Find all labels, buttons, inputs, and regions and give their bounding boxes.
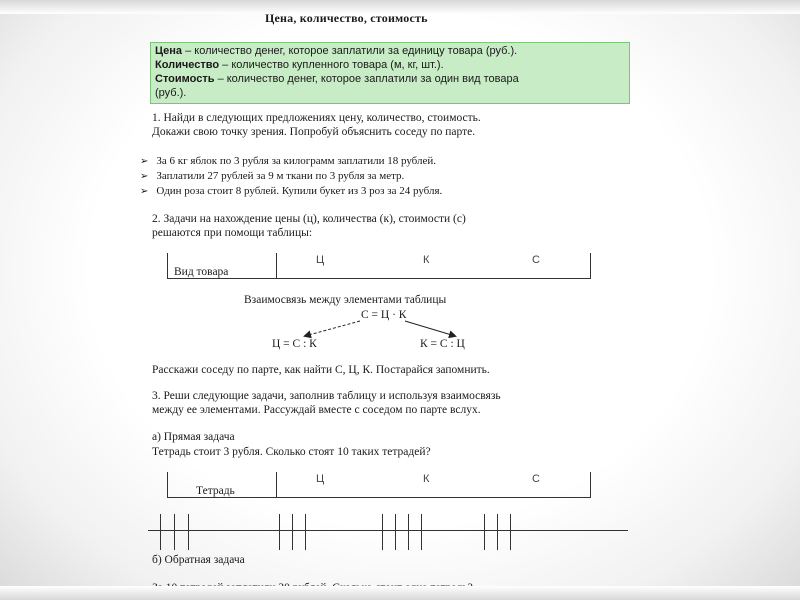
- table1-row-label: Вид товара: [174, 266, 229, 278]
- relation-formula: С = Ц · К: [361, 309, 407, 321]
- grid-v3: [188, 514, 189, 550]
- table2-col-s: С: [532, 473, 540, 485]
- grid-v9: [408, 514, 409, 550]
- table2-bottom-border: [167, 497, 591, 498]
- grid-v5: [292, 514, 293, 550]
- table1-right-border: [590, 253, 591, 278]
- slide-title: Цена, количество, стоимость: [265, 11, 428, 25]
- cost-definition: Стоимость – количество денег, которое заплатили за один вид товара: [155, 73, 519, 85]
- table1-col-c: Ц: [316, 254, 325, 266]
- grid-v8: [395, 514, 396, 550]
- grid-v13: [510, 514, 511, 550]
- task3-line1: 3. Реши следующие задачи, заполнив таблицу и используя взаимосвязь: [152, 390, 501, 402]
- table2-divider: [276, 472, 277, 497]
- task-a-text: Тетрадь стоит 3 рубля. Сколько стоят 10 таких тетрадей?: [152, 446, 431, 458]
- bottom-shade: [0, 586, 800, 600]
- grid-v7: [382, 514, 383, 550]
- table1-divider: [276, 253, 277, 278]
- relation-heading: Взаимосвязь между элементами таблицы: [244, 294, 447, 306]
- bullet-1: ➢ За 6 кг яблок по 3 рубля за килограмм заплатили 18 рублей.: [140, 155, 436, 167]
- task2-line1: 2. Задачи на нахождение цены (ц), количества (к), стоимости (с): [152, 213, 466, 225]
- bullet-3: ➢ Один роза стоит 8 рублей. Купили букет из 3 роз за 24 рубля.: [140, 185, 442, 197]
- task2-line2: решаются при помощи таблицы:: [152, 227, 313, 239]
- table2-right-border: [590, 472, 591, 497]
- table1-bottom-border: [167, 278, 591, 279]
- task1-line2: Докажи свою точку зрения. Попробуй объяснить соседу по парте.: [152, 126, 476, 138]
- table2-col-c: Ц: [316, 473, 325, 485]
- grid-v12: [497, 514, 498, 550]
- grid-horizontal: [148, 530, 628, 531]
- grid-v1: [160, 514, 161, 550]
- table2-col-k: К: [423, 473, 430, 485]
- relation-left: Ц = С : К: [272, 338, 317, 350]
- price-definition: Цена – количество денег, которое заплатили за единицу товара (руб.).: [155, 45, 518, 57]
- task-b-heading: б) Обратная задача: [152, 554, 245, 566]
- definitions-box: [150, 42, 630, 104]
- table1-col-s: С: [532, 254, 540, 266]
- task3-line2: между ее элементами. Рассуждай вместе с соседом по парте вслух.: [152, 404, 481, 416]
- table1-left-border: [167, 253, 168, 278]
- grid-v6: [305, 514, 306, 550]
- grid-v10: [421, 514, 422, 550]
- relation-right: К = С : Ц: [420, 338, 465, 350]
- grid-v11: [484, 514, 485, 550]
- table2-left-border: [167, 472, 168, 497]
- quantity-definition: Количество – количество купленного товара (м, кг, шт.).: [155, 59, 444, 71]
- grid-v2: [174, 514, 175, 550]
- cost-definition-cont: (руб.).: [155, 87, 187, 99]
- note-text: Расскажи соседу по парте, как найти С, Ц, К. Постарайся запомнить.: [152, 364, 490, 376]
- task-a-heading: а) Прямая задача: [152, 431, 235, 443]
- table2-row-label: Тетрадь: [196, 485, 235, 497]
- table1-col-k: К: [423, 254, 430, 266]
- bullet-2: ➢ Заплатили 27 рублей за 9 м ткани по 3 рубля за метр.: [140, 170, 404, 182]
- grid-v4: [279, 514, 280, 550]
- task1-line1: 1. Найди в следующих предложениях цену, количество, стоимость.: [152, 112, 481, 124]
